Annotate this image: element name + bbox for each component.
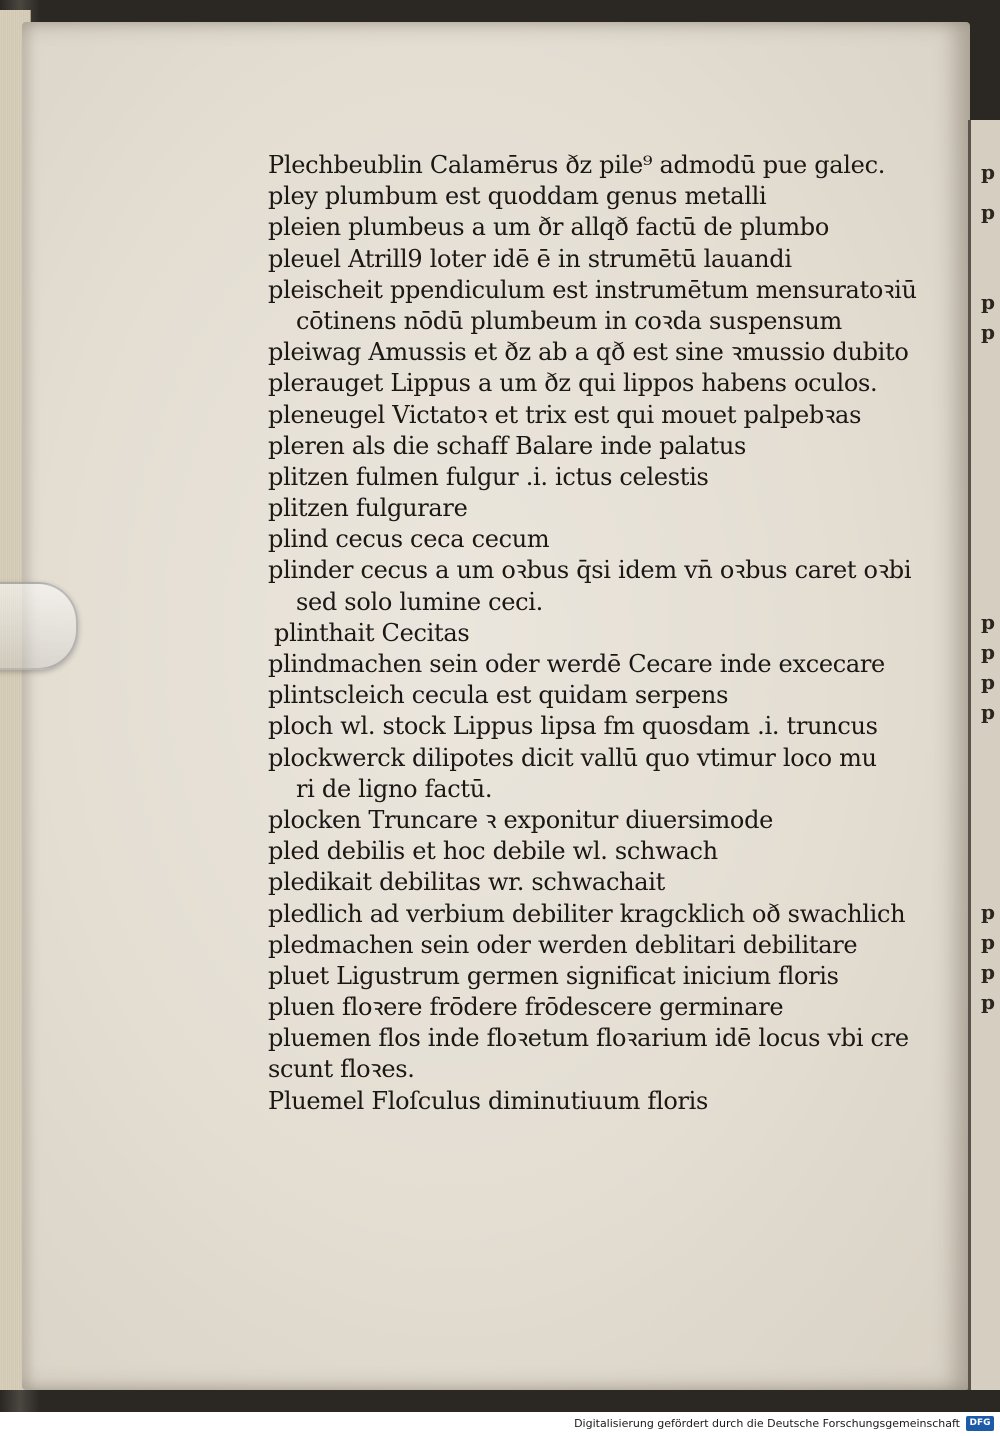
facing-letter: p xyxy=(981,610,995,634)
text-line: pleuel Atrill9 loter idē ē in strumētū lauandi xyxy=(268,244,792,273)
text-line: pleneugel Victatoꝛ et trix est qui mouet palpebꝛas xyxy=(268,400,862,429)
text-line: plindmachen sein oder werdē Cecare inde excecare xyxy=(268,650,885,678)
text-line: pleren als die schaff Balare inde palatus xyxy=(268,431,747,460)
text-line: plockwerck dilipotes dicit vallū quo vtimur loco mu xyxy=(268,743,877,772)
text-line: Plechbeublin Calamērus ðz pile⁹ admodū pue galec. xyxy=(268,151,886,179)
text-line: cōtinens nōdū plumbeum in coꝛda suspensum xyxy=(296,306,842,335)
page-clip xyxy=(0,582,78,670)
text-block xyxy=(268,150,928,1117)
text-line: ploch wl. stock Lippus lipsa fm quosdam .i. truncus xyxy=(268,712,878,741)
facing-letter: p xyxy=(981,320,995,344)
text-line: pluet Ligustrum germen significat inicium floris xyxy=(268,961,839,990)
facing-letter: p xyxy=(981,900,995,924)
text-line: pledmachen sein oder werden deblitari debilitare xyxy=(268,930,858,959)
text-line: plerauget Lippus a um ðz qui lippos habens oculos. xyxy=(268,369,878,398)
text-line: plitzen fulmen fulgur .i. ictus celestis xyxy=(268,462,709,491)
facing-page-edge xyxy=(968,120,1000,1390)
text-line: pleischeit ppendiculum est instrumētum mensuratoꝛiū xyxy=(268,275,917,304)
text-line: ri de ligno factū. xyxy=(296,774,493,803)
facing-letter: p xyxy=(981,960,995,984)
facing-letter: p xyxy=(981,670,995,694)
funding-credit: Digitalisierung gefördert durch die Deutsche Forschungsgemeinschaft xyxy=(574,1417,960,1430)
text-line: pluen floꝛere frōdere frōdescere germinare xyxy=(268,993,784,1022)
text-line: scunt floꝛes. xyxy=(268,1055,415,1084)
dfg-logo-icon: DFG xyxy=(966,1416,994,1431)
text-line: plind cecus ceca cecum xyxy=(268,525,550,554)
facing-letter: p xyxy=(981,640,995,664)
text-line: pled debilis et hoc debile wl. schwach xyxy=(268,837,718,866)
facing-letter: p xyxy=(981,930,995,954)
facing-letter: p xyxy=(981,160,995,184)
footer-bar xyxy=(0,1412,1000,1436)
text-line: plitzen fulgurare xyxy=(268,494,468,523)
text-line: pleien plumbeus a um ðr allqð factū de plumbo xyxy=(268,213,829,242)
text-line: pledikait debilitas wr. schwachait xyxy=(268,868,665,897)
text-line: pley plumbum est quoddam genus metalli xyxy=(268,182,767,211)
text-line: pluemen flos inde floꝛetum floꝛarium idē locus vbi cre xyxy=(268,1024,909,1053)
facing-letter: p xyxy=(981,990,995,1014)
text-line: pledlich ad verbium debiliter kragcklich oð swachlich xyxy=(268,899,906,928)
text-line: Pluemel Floſculus diminutiuum floris xyxy=(268,1086,709,1115)
text-line: plinthait Cecitas xyxy=(274,618,470,647)
facing-letter: p xyxy=(981,700,995,724)
text-line: sed solo lumine ceci. xyxy=(296,587,543,616)
text-line: pleiwag Amussis et ðz ab a qð est sine ꝛmussio dubito xyxy=(268,338,909,367)
text-line: plinder cecus a um oꝛbus q̄si idem vn̄ oꝛbus caret oꝛbi xyxy=(268,556,912,585)
facing-letter: p xyxy=(981,200,995,224)
facing-letter: p xyxy=(981,290,995,314)
text-line: plintscleich cecula est quidam serpens xyxy=(268,681,729,710)
text-line: plocken Truncare ꝛ exponitur diuersimode xyxy=(268,805,774,834)
